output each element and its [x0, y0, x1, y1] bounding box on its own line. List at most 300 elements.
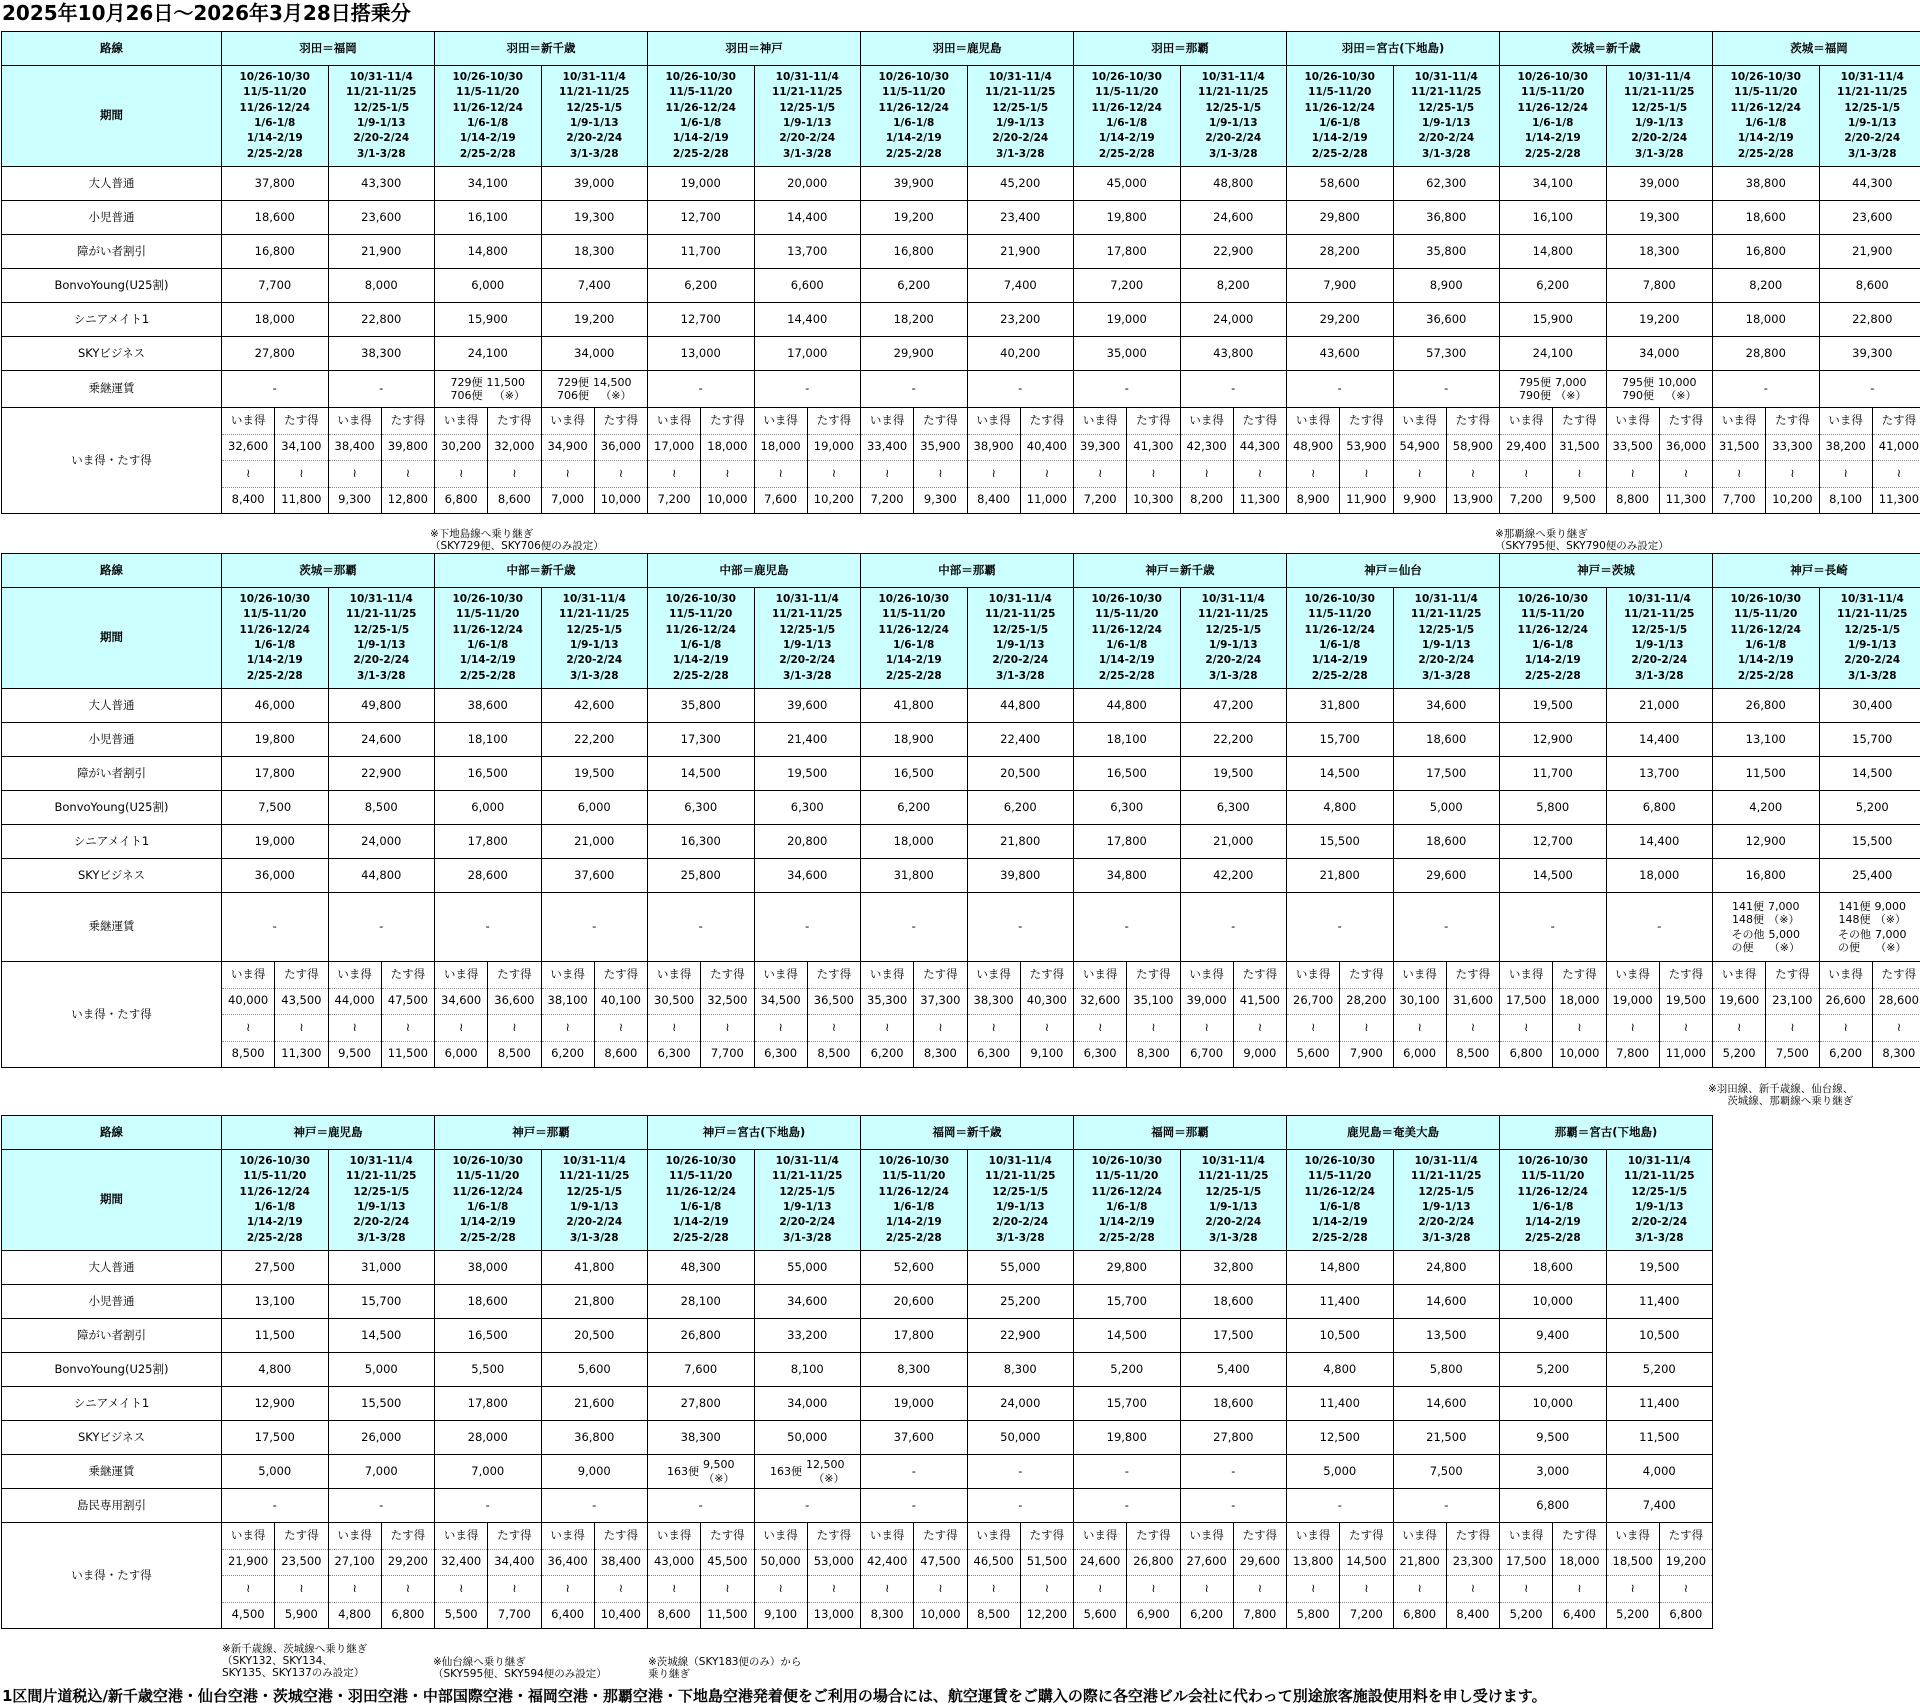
- fare-value: 14,500: [1500, 859, 1607, 893]
- fare-value: 19,000: [1074, 303, 1181, 337]
- period-dates: 10/26-10/30 11/5-11/20 11/26-12/24 1/6-1/8 1/14-2/19 2/25-2/28: [861, 1150, 968, 1251]
- fare-value: 12,500: [1287, 1421, 1394, 1455]
- fare-value: 19,200: [1606, 303, 1713, 337]
- islander-row: [2, 1489, 1713, 1523]
- max-fare: 32,000: [488, 434, 541, 461]
- range-tilde: ≀: [914, 461, 967, 488]
- fare-value: 15,500: [1287, 825, 1394, 859]
- fare-value: 18,600: [435, 1285, 542, 1319]
- min-fare: 9,000: [1233, 1041, 1286, 1068]
- min-fare: 9,500: [328, 1041, 381, 1068]
- max-fare: 36,600: [488, 988, 541, 1015]
- min-fare: 7,200: [1340, 1602, 1393, 1629]
- fare-value: 22,900: [328, 757, 435, 791]
- fare-value: 6,000: [435, 269, 542, 303]
- range-tilde: ≀: [914, 1576, 967, 1603]
- range-tilde: ≀: [1553, 1576, 1606, 1603]
- ima-label: いま得: [328, 1523, 381, 1550]
- fare-type-label: BonvoYoung(U25割): [2, 269, 222, 303]
- fare-value: 15,700: [1074, 1387, 1181, 1421]
- min-fare: 7,700: [1713, 487, 1766, 514]
- range-tilde: ≀: [275, 1015, 328, 1042]
- fare-type-label: SKYビジネス: [2, 859, 222, 893]
- ima-label: いま得: [861, 408, 914, 435]
- fare-value: 8,000: [328, 269, 435, 303]
- range-tilde: ≀: [1659, 461, 1712, 488]
- note-miyako-transfer: ※茨城線（SKY183便のみ）から 乗り継ぎ: [648, 1656, 802, 1680]
- max-fare: 58,900: [1446, 434, 1499, 461]
- max-fare: 34,400: [488, 1549, 541, 1576]
- fare-type-label: SKYビジネス: [2, 1421, 222, 1455]
- min-fare: 12,200: [1020, 1602, 1073, 1629]
- period-dates: 10/31-11/4 11/21-11/25 12/25-1/5 1/9-1/13 2/20-2/24 3/1-3/28: [967, 1150, 1074, 1251]
- footer-note: 1区間片道税込/新千歳空港・仙台空港・茨城空港・羽田空港・中部国際空港・福岡空港・那覇空港・下地島空港発着便をご利用の場合には、航空運賃をご購入の際に各空港ビル会社に代わって別途旅客施設使用料を申し受けます。: [2, 1687, 1547, 1705]
- fare-type-label: シニアメイト1: [2, 825, 222, 859]
- max-fare: 17,500: [1500, 1549, 1553, 1576]
- min-fare: 9,900: [1393, 487, 1446, 514]
- fare-value: 4,800: [1287, 1353, 1394, 1387]
- fare-value: 24,100: [1500, 337, 1607, 371]
- tasu-label: たす得: [1446, 1523, 1499, 1550]
- ima-label: いま得: [1819, 962, 1872, 989]
- fare-table-2: [1, 553, 1920, 1068]
- range-tilde: ≀: [1180, 461, 1233, 488]
- range-tilde: ≀: [1659, 1576, 1712, 1603]
- period-dates: 10/26-10/30 11/5-11/20 11/26-12/24 1/6-1/8 1/14-2/19 2/25-2/28: [1713, 66, 1820, 167]
- fare-value: 18,600: [1500, 1251, 1607, 1285]
- fare-value: 34,600: [754, 1285, 861, 1319]
- fare-value: 6,600: [754, 269, 861, 303]
- period-dates: 10/26-10/30 11/5-11/20 11/26-12/24 1/6-1/8 1/14-2/19 2/25-2/28: [861, 66, 968, 167]
- fare-value: 29,600: [1393, 859, 1500, 893]
- max-fare: 26,700: [1287, 988, 1340, 1015]
- fare-value: 7,600: [648, 1353, 755, 1387]
- fare-value: 6,200: [1500, 269, 1607, 303]
- range-tilde: ≀: [1074, 461, 1127, 488]
- tasu-label: たす得: [1020, 962, 1073, 989]
- fare-value: 6,300: [1180, 791, 1287, 825]
- fare-value: 20,600: [861, 1285, 968, 1319]
- fare-value: 21,800: [541, 1285, 648, 1319]
- fare-value: 14,600: [1393, 1387, 1500, 1421]
- islander-fare: -: [861, 1489, 968, 1523]
- range-tilde: ≀: [1127, 461, 1180, 488]
- min-fare: 6,900: [1127, 1602, 1180, 1629]
- min-fare: 11,500: [701, 1602, 754, 1629]
- fare-value: 7,400: [541, 269, 648, 303]
- period-dates: 10/31-11/4 11/21-11/25 12/25-1/5 1/9-1/13 2/20-2/24 3/1-3/28: [541, 66, 648, 167]
- fare-value: 5,600: [541, 1353, 648, 1387]
- range-tilde: ≀: [1287, 1015, 1340, 1042]
- fare-value: 18,100: [435, 723, 542, 757]
- fare-value: 31,000: [328, 1251, 435, 1285]
- ima-label: いま得: [541, 1523, 594, 1550]
- period-dates: 10/26-10/30 11/5-11/20 11/26-12/24 1/6-1/8 1/14-2/19 2/25-2/28: [1713, 588, 1820, 689]
- range-tilde: ≀: [701, 1015, 754, 1042]
- range-tilde: ≀: [328, 461, 381, 488]
- fare-value: 16,500: [435, 1319, 542, 1353]
- fare-value: 39,900: [861, 167, 968, 201]
- fare-value: 30,400: [1819, 689, 1920, 723]
- fare-value: 13,000: [648, 337, 755, 371]
- route-header-row: [2, 1116, 1713, 1150]
- fare-value: 17,800: [861, 1319, 968, 1353]
- transfer-fare: [1819, 893, 1920, 962]
- transfer-fare: -: [648, 893, 755, 962]
- tasu-label: たす得: [1553, 1523, 1606, 1550]
- transfer-fare: 5,000: [222, 1455, 329, 1489]
- tasu-label: たす得: [914, 408, 967, 435]
- range-tilde: ≀: [222, 1015, 275, 1042]
- range-tilde: ≀: [1819, 461, 1872, 488]
- transfer-option: [1820, 928, 1920, 954]
- max-fare: 35,100: [1127, 988, 1180, 1015]
- max-fare: 34,500: [754, 988, 807, 1015]
- fare-value: 21,900: [328, 235, 435, 269]
- range-tilde: ≀: [967, 461, 1020, 488]
- max-fare: 41,500: [1233, 988, 1286, 1015]
- fare-value: 15,700: [1819, 723, 1920, 757]
- min-fare: 8,500: [807, 1041, 860, 1068]
- max-fare: 26,800: [1127, 1549, 1180, 1576]
- transfer-fare: -: [328, 371, 435, 408]
- transfer-option: [648, 1458, 754, 1484]
- min-fare: 5,200: [1713, 1041, 1766, 1068]
- transfer-row: [2, 371, 1920, 408]
- fare-type-label: 障がい者割引: [2, 1319, 222, 1353]
- fare-value: 11,500: [1606, 1421, 1713, 1455]
- fare-value: 34,800: [1074, 859, 1181, 893]
- fare-value: 11,700: [1500, 757, 1607, 791]
- fare-value: 14,800: [435, 235, 542, 269]
- min-fare: 6,200: [861, 1041, 914, 1068]
- range-tilde: ≀: [861, 1015, 914, 1042]
- fare-value: 6,300: [648, 791, 755, 825]
- min-fare: 8,300: [861, 1602, 914, 1629]
- tasu-label: たす得: [701, 1523, 754, 1550]
- fare-value: 12,900: [222, 1387, 329, 1421]
- fare-value: 31,800: [861, 859, 968, 893]
- ima-label: いま得: [1180, 962, 1233, 989]
- fare-value: 4,800: [1287, 791, 1394, 825]
- min-fare: 11,900: [1340, 487, 1393, 514]
- period-dates: 10/26-10/30 11/5-11/20 11/26-12/24 1/6-1/8 1/14-2/19 2/25-2/28: [222, 66, 329, 167]
- transfer-fare: -: [541, 893, 648, 962]
- route-name: 中部＝那覇: [861, 554, 1074, 588]
- transfer-option: [755, 1458, 861, 1484]
- ima-label: いま得: [328, 962, 381, 989]
- range-tilde: ≀: [701, 1576, 754, 1603]
- max-fare: 18,500: [1606, 1549, 1659, 1576]
- ima-label: いま得: [1287, 408, 1340, 435]
- tasu-label: たす得: [488, 962, 541, 989]
- transfer-option: [1607, 376, 1713, 402]
- min-fare: 7,700: [488, 1602, 541, 1629]
- fare-value: 17,300: [648, 723, 755, 757]
- fare-value: 16,500: [861, 757, 968, 791]
- fare-value: 12,700: [648, 303, 755, 337]
- max-fare: 50,000: [754, 1549, 807, 1576]
- fare-value: 24,600: [1180, 201, 1287, 235]
- fare-value: 17,800: [435, 825, 542, 859]
- transfer-price: 10,000 （※）: [1658, 375, 1697, 402]
- period-dates: 10/26-10/30 11/5-11/20 11/26-12/24 1/6-1/8 1/14-2/19 2/25-2/28: [1500, 1150, 1607, 1251]
- transfer-price: 7,000 （※）: [1768, 899, 1800, 926]
- fare-value: 14,500: [1074, 1319, 1181, 1353]
- transfer-fare: -: [1713, 371, 1820, 408]
- min-fare: 6,800: [1659, 1602, 1712, 1629]
- max-fare: 27,100: [328, 1549, 381, 1576]
- ima-label: いま得: [328, 408, 381, 435]
- fare-value: 34,600: [754, 859, 861, 893]
- tasu-label: たす得: [381, 962, 434, 989]
- tasu-label: たす得: [1340, 408, 1393, 435]
- period-label: 期間: [2, 1150, 222, 1251]
- transfer-fare: -: [1393, 371, 1500, 408]
- fare-value: 39,600: [754, 689, 861, 723]
- period-dates: 10/26-10/30 11/5-11/20 11/26-12/24 1/6-1/8 1/14-2/19 2/25-2/28: [861, 588, 968, 689]
- min-fare: 5,200: [1606, 1602, 1659, 1629]
- ima-label: いま得: [1393, 962, 1446, 989]
- max-fare: 36,000: [1659, 434, 1712, 461]
- route-name: 中部＝新千歳: [435, 554, 648, 588]
- min-fare: 11,300: [1659, 487, 1712, 514]
- fare-type-label: 乗継運賃: [2, 1455, 222, 1489]
- fare-value: 29,800: [1074, 1251, 1181, 1285]
- route-name: 神戸＝鹿児島: [222, 1116, 435, 1150]
- period-dates: 10/26-10/30 11/5-11/20 11/26-12/24 1/6-1/8 1/14-2/19 2/25-2/28: [1074, 66, 1181, 167]
- max-fare: 33,500: [1606, 434, 1659, 461]
- min-fare: 6,300: [754, 1041, 807, 1068]
- min-fare: 5,200: [1500, 1602, 1553, 1629]
- period-dates: 10/31-11/4 11/21-11/25 12/25-1/5 1/9-1/13 2/20-2/24 3/1-3/28: [1393, 588, 1500, 689]
- range-tilde: ≀: [328, 1576, 381, 1603]
- ima-label: いま得: [1500, 408, 1553, 435]
- transfer-options: [1820, 900, 1920, 955]
- min-fare: 8,100: [1819, 487, 1872, 514]
- max-fare: 32,600: [222, 434, 275, 461]
- range-tilde: ≀: [222, 461, 275, 488]
- fare-value: 27,800: [1180, 1421, 1287, 1455]
- transfer-flights: その他 の便: [1731, 928, 1765, 955]
- imatoku-subrow: [2, 487, 1920, 514]
- tasu-label: たす得: [1659, 962, 1712, 989]
- max-fare: 30,200: [435, 434, 488, 461]
- fare-value: 5,000: [1393, 791, 1500, 825]
- transfer-flights: 163便: [667, 1464, 699, 1478]
- fare-value: 6,800: [1606, 791, 1713, 825]
- ima-label: いま得: [1606, 408, 1659, 435]
- islander-fare: -: [435, 1489, 542, 1523]
- fare-value: 6,300: [1074, 791, 1181, 825]
- imatoku-subrow: [2, 988, 1920, 1015]
- fare-value: 6,000: [541, 791, 648, 825]
- fare-type-label: 大人普通: [2, 689, 222, 723]
- fare-value: 8,300: [967, 1353, 1074, 1387]
- min-fare: 6,300: [967, 1041, 1020, 1068]
- fare-value: 20,800: [754, 825, 861, 859]
- min-fare: 7,500: [1766, 1041, 1819, 1068]
- max-fare: 40,000: [222, 988, 275, 1015]
- fare-value: 17,800: [1074, 825, 1181, 859]
- route-name: 茨城＝福岡: [1713, 32, 1920, 66]
- transfer-fare: 7,500: [1393, 1455, 1500, 1489]
- transfer-fare: -: [328, 893, 435, 962]
- fare-type-label: いま得・たす得: [2, 408, 222, 514]
- max-fare: 42,300: [1180, 434, 1233, 461]
- max-fare: 19,000: [807, 434, 860, 461]
- min-fare: 6,800: [381, 1602, 434, 1629]
- fare-row-young: [2, 269, 1920, 303]
- range-tilde: ≀: [1340, 1015, 1393, 1042]
- note-naha-sendai-transfer: ※仙台線へ乗り継ぎ （SKY595便、SKY594便のみ設定）: [433, 1656, 607, 1680]
- range-tilde: ≀: [1446, 461, 1499, 488]
- range-tilde: ≀: [488, 1015, 541, 1042]
- fare-value: 28,600: [435, 859, 542, 893]
- route-name: 鹿児島＝奄美大島: [1287, 1116, 1500, 1150]
- transfer-price: 5,000 （※）: [1768, 928, 1800, 955]
- fare-value: 17,800: [435, 1387, 542, 1421]
- fare-value: 57,300: [1393, 337, 1500, 371]
- islander-fare: -: [754, 1489, 861, 1523]
- min-fare: 8,600: [594, 1041, 647, 1068]
- ima-label: いま得: [967, 962, 1020, 989]
- fare-value: 22,800: [1819, 303, 1920, 337]
- range-tilde: ≀: [381, 1576, 434, 1603]
- tasu-label: たす得: [807, 962, 860, 989]
- ima-label: いま得: [967, 1523, 1020, 1550]
- range-tilde: ≀: [381, 461, 434, 488]
- fare-value: 19,500: [1500, 689, 1607, 723]
- fare-value: 8,500: [328, 791, 435, 825]
- min-fare: 7,200: [861, 487, 914, 514]
- fare-value: 24,000: [328, 825, 435, 859]
- range-tilde: ≀: [1713, 1015, 1766, 1042]
- fare-value: 24,100: [435, 337, 542, 371]
- imatoku-subrow: [2, 1602, 1713, 1629]
- imatoku-subrow: [2, 461, 1920, 488]
- max-fare: 17,000: [648, 434, 701, 461]
- transfer-fare: 4,000: [1606, 1455, 1713, 1489]
- fare-value: 15,900: [435, 303, 542, 337]
- transfer-option: [1500, 376, 1606, 402]
- period-dates: 10/26-10/30 11/5-11/20 11/26-12/24 1/6-1/8 1/14-2/19 2/25-2/28: [1287, 1150, 1394, 1251]
- fare-value: 25,200: [967, 1285, 1074, 1319]
- ima-label: いま得: [1074, 962, 1127, 989]
- min-fare: 10,200: [807, 487, 860, 514]
- tasu-label: たす得: [381, 408, 434, 435]
- max-fare: 31,500: [1713, 434, 1766, 461]
- transfer-fare: -: [754, 893, 861, 962]
- ima-label: いま得: [1180, 408, 1233, 435]
- range-tilde: ≀: [1127, 1015, 1180, 1042]
- fare-value: 5,800: [1500, 791, 1607, 825]
- fare-table-3: [1, 1115, 1713, 1629]
- min-fare: 11,000: [1020, 487, 1073, 514]
- fare-type-label: いま得・たす得: [2, 962, 222, 1068]
- fare-value: 5,500: [435, 1353, 542, 1387]
- fare-value: 22,900: [1180, 235, 1287, 269]
- fare-value: 7,400: [967, 269, 1074, 303]
- fare-value: 48,300: [648, 1251, 755, 1285]
- fare-value: 5,800: [1393, 1353, 1500, 1387]
- range-tilde: ≀: [1500, 461, 1553, 488]
- fare-value: 36,600: [1393, 303, 1500, 337]
- range-tilde: ≀: [807, 1576, 860, 1603]
- period-dates: 10/31-11/4 11/21-11/25 12/25-1/5 1/9-1/13 2/20-2/24 3/1-3/28: [754, 66, 861, 167]
- range-tilde: ≀: [1500, 1015, 1553, 1042]
- tasu-label: たす得: [1020, 1523, 1073, 1550]
- range-tilde: ≀: [594, 1576, 647, 1603]
- max-fare: 39,800: [381, 434, 434, 461]
- fare-value: 35,000: [1074, 337, 1181, 371]
- min-fare: 6,000: [435, 1041, 488, 1068]
- route-name: 神戸＝那覇: [435, 1116, 648, 1150]
- fare-value: 45,200: [967, 167, 1074, 201]
- fare-value: 21,400: [754, 723, 861, 757]
- transfer-flights: 795便 790便: [1519, 375, 1552, 402]
- transfer-option: [1820, 900, 1920, 926]
- fare-value: 17,500: [1393, 757, 1500, 791]
- fare-value: 36,800: [1393, 201, 1500, 235]
- fare-value: 15,700: [1287, 723, 1394, 757]
- max-fare: 37,300: [914, 988, 967, 1015]
- transfer-fare: [1713, 893, 1820, 962]
- fare-value: 11,500: [222, 1319, 329, 1353]
- period-dates: 10/26-10/30 11/5-11/20 11/26-12/24 1/6-1/8 1/14-2/19 2/25-2/28: [1074, 1150, 1181, 1251]
- transfer-fare: -: [861, 893, 968, 962]
- min-fare: 8,600: [648, 1602, 701, 1629]
- fare-value: 7,900: [1287, 269, 1394, 303]
- transfer-fare: -: [1819, 371, 1920, 408]
- fare-value: 19,800: [1074, 1421, 1181, 1455]
- min-fare: 10,300: [1127, 487, 1180, 514]
- min-fare: 11,300: [1233, 487, 1286, 514]
- max-fare: 45,500: [701, 1549, 754, 1576]
- transfer-fare: -: [967, 893, 1074, 962]
- period-dates: 10/31-11/4 11/21-11/25 12/25-1/5 1/9-1/13 2/20-2/24 3/1-3/28: [541, 588, 648, 689]
- fare-value: 10,500: [1287, 1319, 1394, 1353]
- range-tilde: ≀: [1553, 1015, 1606, 1042]
- fare-value: 18,900: [861, 723, 968, 757]
- fare-value: 19,500: [1180, 757, 1287, 791]
- fare-value: 24,800: [1393, 1251, 1500, 1285]
- max-fare: 35,900: [914, 434, 967, 461]
- max-fare: 18,000: [754, 434, 807, 461]
- fare-value: 21,000: [1180, 825, 1287, 859]
- range-tilde: ≀: [328, 1015, 381, 1042]
- fare-value: 14,400: [1606, 723, 1713, 757]
- min-fare: 7,200: [648, 487, 701, 514]
- route-name: 羽田＝福岡: [222, 32, 435, 66]
- max-fare: 33,400: [861, 434, 914, 461]
- fare-value: 18,600: [1180, 1387, 1287, 1421]
- range-tilde: ≀: [1606, 1576, 1659, 1603]
- tasu-label: たす得: [1233, 962, 1286, 989]
- fare-value: 21,500: [1393, 1421, 1500, 1455]
- min-fare: 9,100: [1020, 1041, 1073, 1068]
- fare-value: 52,600: [861, 1251, 968, 1285]
- fare-value: 38,600: [435, 689, 542, 723]
- max-fare: 34,900: [541, 434, 594, 461]
- max-fare: 42,400: [861, 1549, 914, 1576]
- fare-value: 44,300: [1819, 167, 1920, 201]
- fare-value: 14,500: [648, 757, 755, 791]
- transfer-price: 9,000 （※）: [1874, 899, 1906, 926]
- route-header-row: [2, 32, 1920, 66]
- period-dates: 10/31-11/4 11/21-11/25 12/25-1/5 1/9-1/13 2/20-2/24 3/1-3/28: [1180, 66, 1287, 167]
- transfer-row: [2, 893, 1920, 962]
